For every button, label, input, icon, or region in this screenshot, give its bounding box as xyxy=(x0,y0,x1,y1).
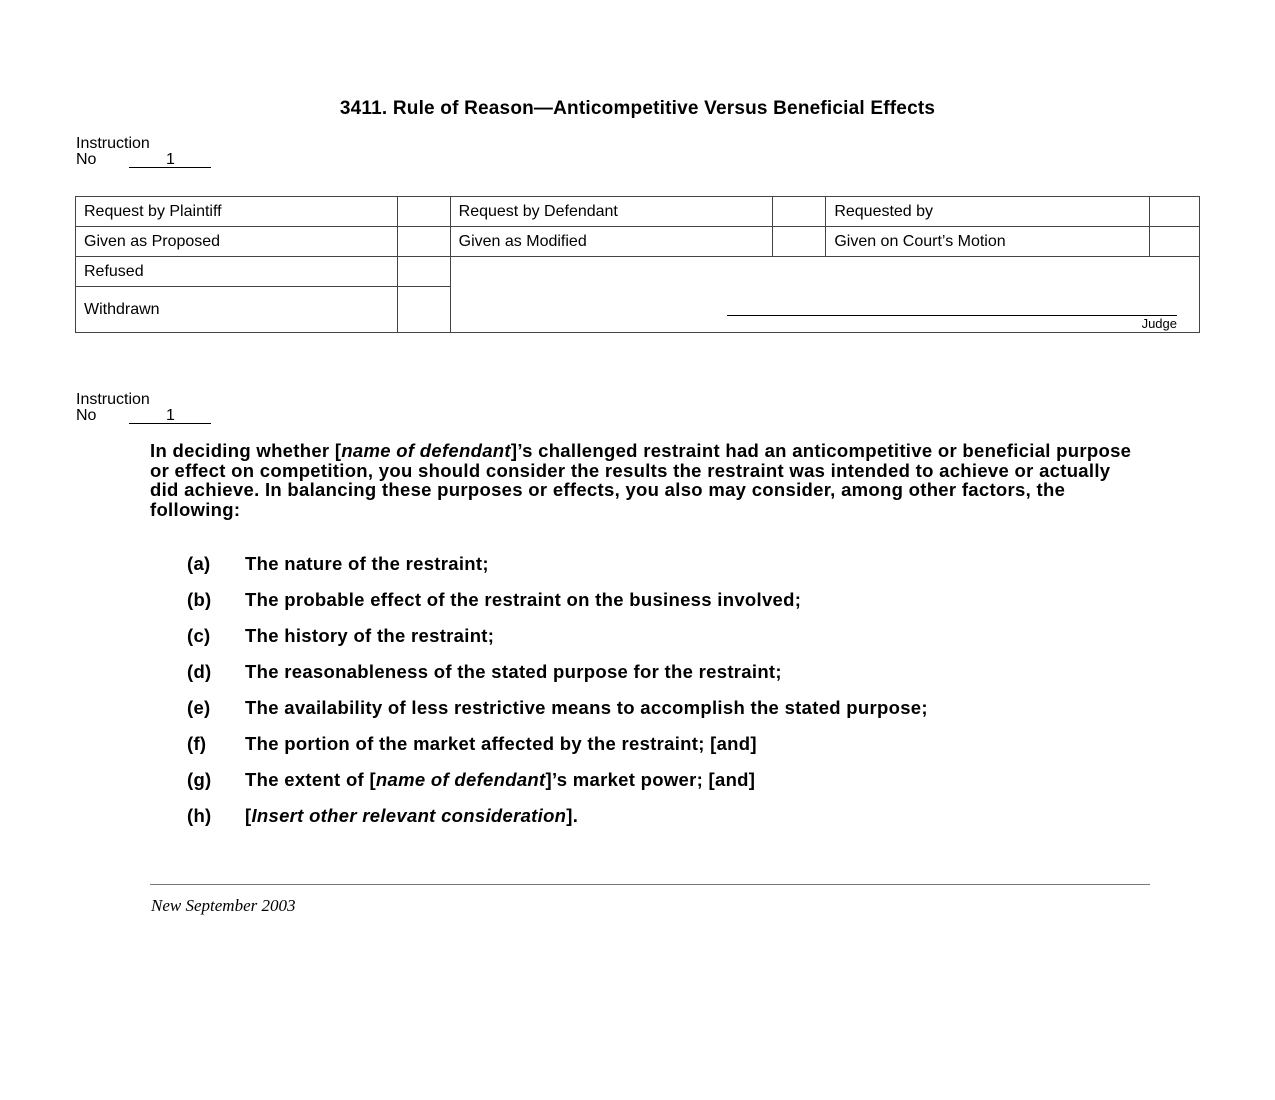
item-label: (d) xyxy=(187,661,212,682)
item-text-part: [ xyxy=(245,805,252,826)
request-by-plaintiff-box[interactable] xyxy=(397,197,450,227)
instruction-no-row xyxy=(76,408,211,424)
list-item xyxy=(187,590,1087,610)
item-text: The probable effect of the restraint on the business involved; xyxy=(245,589,802,610)
list-item xyxy=(187,626,1087,646)
item-text: The nature of the restraint; xyxy=(245,553,489,574)
given-on-courts-motion-label: Given on Court’s Motion xyxy=(826,227,1150,257)
refused-box[interactable] xyxy=(397,257,450,287)
item-placeholder: Insert other relevant consideration xyxy=(251,805,567,826)
item-label: (e) xyxy=(187,697,211,718)
list-item xyxy=(187,770,1087,790)
item-text-part: ]’s market power; [and] xyxy=(545,769,756,790)
item-text: The history of the restraint; xyxy=(245,625,495,646)
item-label: (h) xyxy=(187,805,212,826)
list-item xyxy=(187,662,1087,682)
instruction-number: 1 xyxy=(129,409,211,424)
item-text xyxy=(245,806,1087,826)
request-by-plaintiff-label: Request by Plaintiff xyxy=(76,197,398,227)
given-on-courts-motion-box[interactable] xyxy=(1150,227,1200,257)
factors-list xyxy=(187,554,1087,842)
judge-label: Judge xyxy=(1141,316,1177,331)
instruction-disposition-form xyxy=(75,196,1200,333)
instruction-no-row xyxy=(76,152,211,168)
item-label: (f) xyxy=(187,733,207,754)
withdrawn-box[interactable] xyxy=(397,287,450,333)
list-item xyxy=(187,806,1087,826)
judge-signature-line[interactable] xyxy=(727,315,1177,316)
item-label: (g) xyxy=(187,769,212,790)
requested-by-box[interactable] xyxy=(1150,197,1200,227)
withdrawn-label: Withdrawn xyxy=(76,287,398,333)
instruction-intro-paragraph xyxy=(150,441,1140,519)
list-item xyxy=(187,698,1087,718)
revision-note: New September 2003 xyxy=(151,896,296,915)
given-as-modified-label: Given as Modified xyxy=(450,227,773,257)
page-title: 3411. Rule of Reason—Anticompetitive Versus Beneficial Effects xyxy=(339,98,936,119)
item-label: (b) xyxy=(187,589,212,610)
item-label: (c) xyxy=(187,625,211,646)
intro-placeholder: name of defendant xyxy=(341,440,511,461)
judge-signature-area xyxy=(450,257,1199,333)
request-by-defendant-label: Request by Defendant xyxy=(450,197,773,227)
intro-text-2: ]’s challenged restraint had an anticompetitive or beneficial purpose or effect on competition, you should consider the results the restraint was intended to achieve or actually did achieve. In balancing these purposes or effects, you also may consider, among other factors, the following: xyxy=(150,440,1132,520)
item-text-part: The extent of [ xyxy=(245,769,376,790)
instruction-label: Instruction xyxy=(76,391,150,408)
item-text: The portion of the market affected by the restraint; [and] xyxy=(245,733,757,754)
item-placeholder: name of defendant xyxy=(375,769,546,790)
item-text: The reasonableness of the stated purpose for the restraint; xyxy=(245,661,782,682)
intro-text-1: In deciding whether [ xyxy=(150,440,342,461)
item-text xyxy=(245,770,1087,790)
footer-divider xyxy=(150,884,1150,885)
requested-by-label: Requested by xyxy=(826,197,1150,227)
list-item xyxy=(187,554,1087,574)
no-label: No xyxy=(76,407,97,424)
instruction-number-block-top xyxy=(76,136,211,168)
given-as-modified-box[interactable] xyxy=(773,227,826,257)
instruction-number: 1 xyxy=(129,153,211,168)
refused-label: Refused xyxy=(76,257,398,287)
instruction-number-block-body xyxy=(76,392,211,424)
given-as-proposed-label: Given as Proposed xyxy=(76,227,398,257)
request-by-defendant-box[interactable] xyxy=(773,197,826,227)
given-as-proposed-box[interactable] xyxy=(397,227,450,257)
list-item xyxy=(187,734,1087,754)
item-text-part: ]. xyxy=(566,805,579,826)
item-text: The availability of less restrictive means to accomplish the stated purpose; xyxy=(245,697,928,718)
no-label: No xyxy=(76,151,97,168)
instruction-label: Instruction xyxy=(76,135,150,152)
item-label: (a) xyxy=(187,553,211,574)
